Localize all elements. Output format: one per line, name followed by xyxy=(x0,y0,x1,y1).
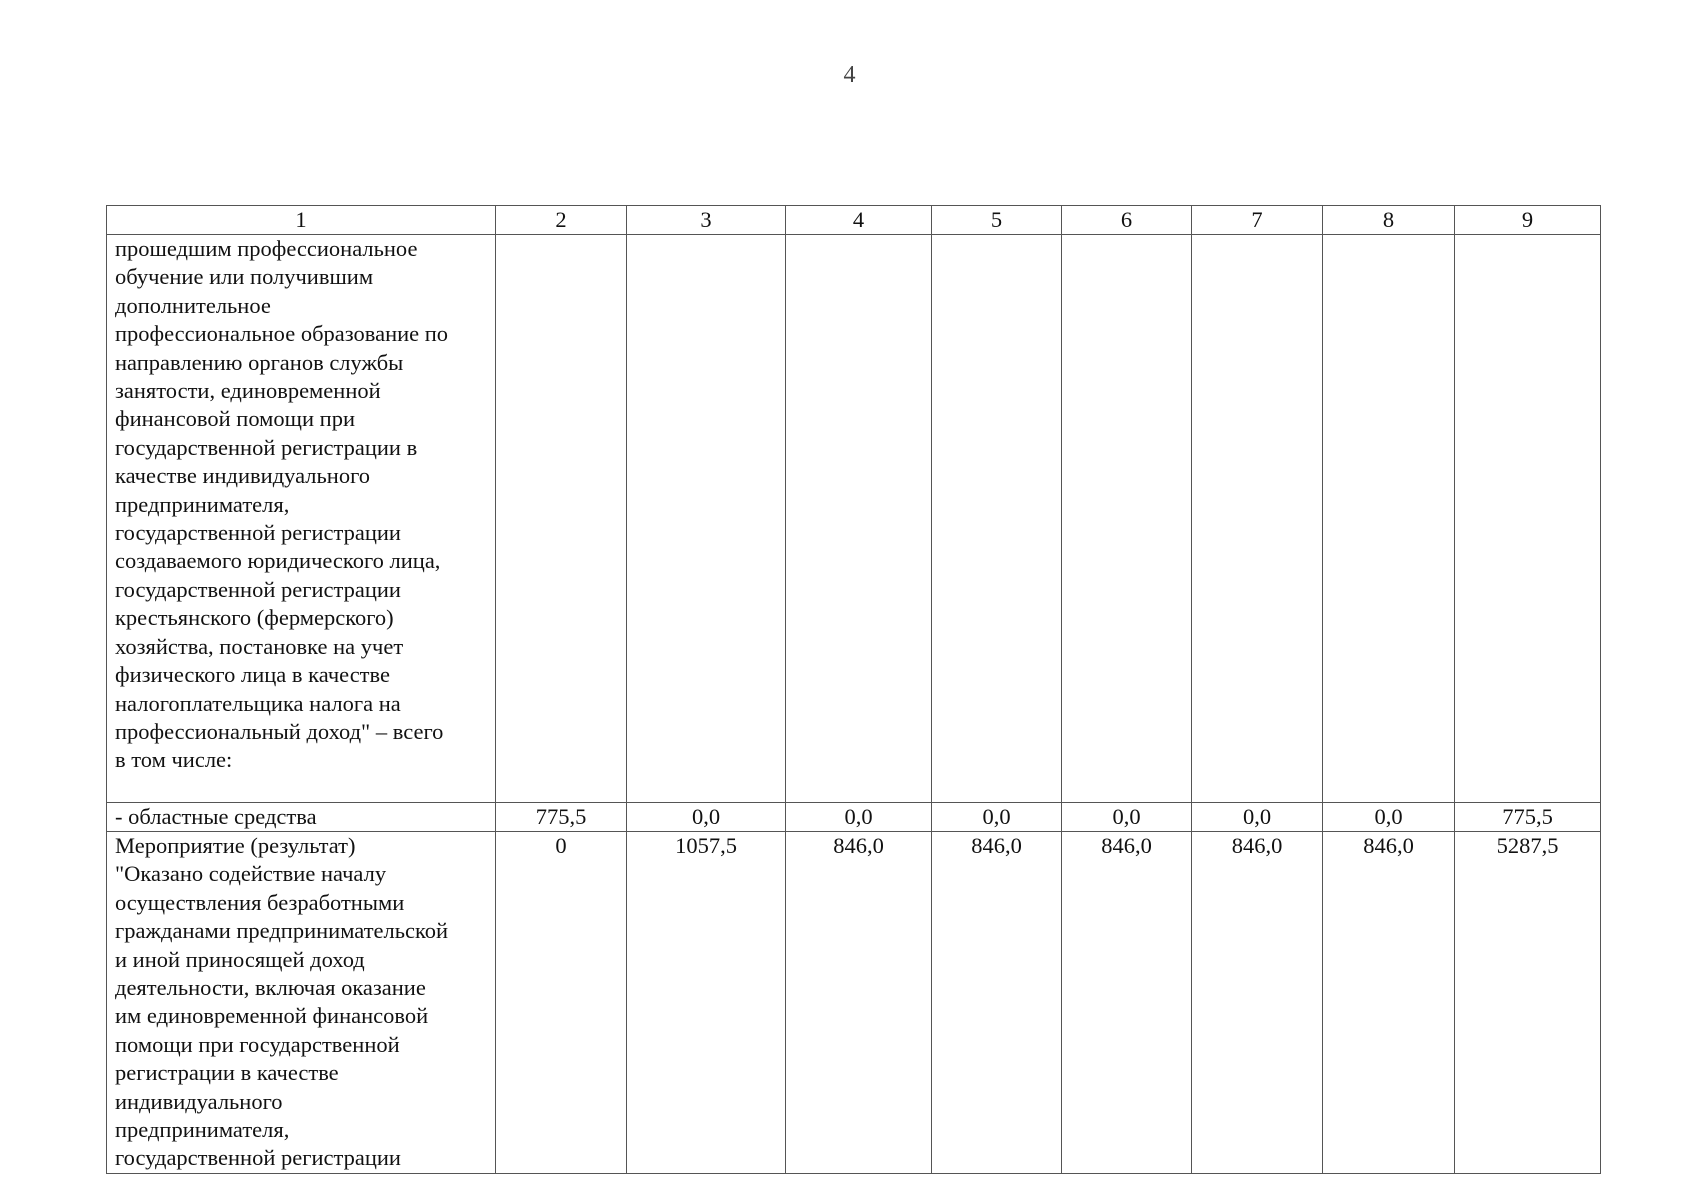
value-cell: 0,0 xyxy=(627,803,786,832)
value-cell: 0,0 xyxy=(1323,803,1455,832)
table-header-row xyxy=(107,206,1601,235)
value-cell xyxy=(1062,235,1192,803)
row-description: прошедшим профессиональное обучение или получившим дополнительное профессиональное образование по направлению органов службы занятости, единовременной финансовой помощи при государственной регистрации в качестве индивидуального предпринимателя, государственной регистрации создаваемого юридического лица, государственной регистрации крестьянского (фермерского) хозяйства, постановке на учет физического лица в качестве налогоплательщика налога на профессиональный доход" – всего в том числе: xyxy=(115,236,449,773)
column-header: 6 xyxy=(1062,206,1192,235)
table-row xyxy=(107,803,1601,832)
value-cell: 846,0 xyxy=(786,832,932,1174)
page-number: 4 xyxy=(843,62,856,88)
value-cell: 846,0 xyxy=(1062,832,1192,1174)
value-cell xyxy=(1455,235,1601,803)
row-description: - областные средства xyxy=(115,804,317,829)
value-cell xyxy=(496,235,627,803)
row-description-cell xyxy=(107,235,496,803)
value-cell: 846,0 xyxy=(1192,832,1323,1174)
row-description: Мероприятие (результат) "Оказано содействие началу осуществления безработными гражданами предпринимательской и иной приносящей доход деятельности, включая оказание им единовременной финансовой помощи при государственной регистрации в качестве индивидуального предпринимателя, государственной регистрации xyxy=(115,833,449,1171)
value-cell: 0,0 xyxy=(932,803,1062,832)
value-cell xyxy=(627,235,786,803)
row-description-cell xyxy=(107,803,496,832)
value-cell xyxy=(1192,235,1323,803)
value-cell: 1057,5 xyxy=(627,832,786,1174)
column-header: 2 xyxy=(496,206,627,235)
value-cell: 846,0 xyxy=(1323,832,1455,1174)
budget-table xyxy=(106,205,1601,1174)
row-description-cell xyxy=(107,832,496,1174)
table-row xyxy=(107,235,1601,803)
value-cell: 0 xyxy=(496,832,627,1174)
column-header: 4 xyxy=(786,206,932,235)
value-cell: 0,0 xyxy=(1192,803,1323,832)
value-cell: 775,5 xyxy=(1455,803,1601,832)
column-header: 9 xyxy=(1455,206,1601,235)
table-row xyxy=(107,832,1601,1174)
value-cell: 5287,5 xyxy=(1455,832,1601,1174)
value-cell xyxy=(786,235,932,803)
value-cell: 775,5 xyxy=(496,803,627,832)
value-cell: 0,0 xyxy=(1062,803,1192,832)
column-header: 7 xyxy=(1192,206,1323,235)
column-header: 8 xyxy=(1323,206,1455,235)
value-cell xyxy=(932,235,1062,803)
value-cell xyxy=(1323,235,1455,803)
value-cell: 0,0 xyxy=(786,803,932,832)
column-header: 1 xyxy=(107,206,496,235)
value-cell: 846,0 xyxy=(932,832,1062,1174)
column-header: 3 xyxy=(627,206,786,235)
column-header: 5 xyxy=(932,206,1062,235)
